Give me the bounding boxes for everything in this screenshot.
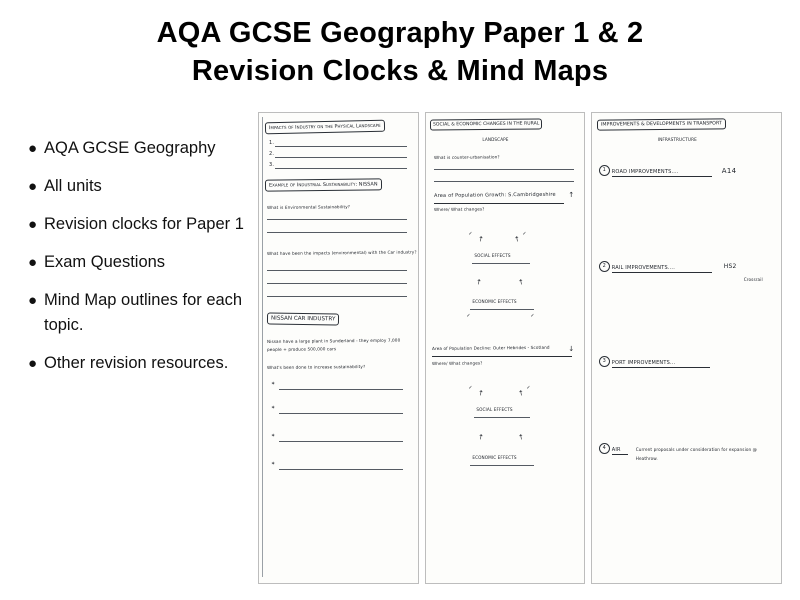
page1-rule-3: [275, 168, 407, 169]
page-title: [0, 14, 800, 90]
page2-tick-5: ✓: [468, 385, 473, 391]
page1-num-3: 3.: [269, 162, 275, 168]
list-item: [28, 250, 258, 275]
notes-page-3: [591, 112, 782, 584]
page2-tick-2: ✓: [522, 231, 527, 237]
bullet-dot-icon: ●: [28, 355, 38, 372]
page3-heading-line-1: IMPROVEMENTS & DEVELOPMENTS IN TRANSPORT: [597, 118, 726, 130]
page3-item-4-number: 4: [599, 443, 610, 454]
page3-rule-1: [612, 176, 712, 177]
page1-question-1: What is Environmental Sustainability?: [266, 204, 351, 210]
list-item-label: Exam Questions: [44, 253, 166, 271]
page2-label-social-1: SOCIAL EFFECTS: [474, 253, 511, 258]
page3-item-2-annotation-2: Crossrail: [743, 277, 763, 282]
page3-rule-3: [612, 367, 710, 368]
page3-item-1-annotation: A14: [721, 167, 737, 175]
page3-rule-2: [612, 272, 712, 273]
page1-star-1: ✶: [271, 381, 276, 387]
page2-rule-2: [434, 181, 574, 182]
page2-question-2: Where/ What changes?: [434, 206, 485, 212]
page2-rule-1: [434, 169, 574, 170]
list-item-label: AQA GCSE Geography: [44, 139, 216, 157]
list-item: [28, 136, 258, 161]
page2-rule-8: [470, 465, 534, 466]
page3-item-4-label: AIR: [611, 447, 621, 453]
page3-heading-line-2: INFRASTRUCTURE: [657, 137, 697, 142]
page1-num-1: 1.: [269, 140, 275, 146]
page2-arrow-4-icon: ↖: [516, 277, 527, 287]
page3-item-2-label: RAIL IMPROVEMENTS....: [611, 265, 675, 271]
page1-rule-9: [279, 389, 403, 390]
page3-item-2-annotation: HS2: [723, 263, 737, 270]
page2-rule-6: [432, 356, 572, 357]
page2-arrow-5-icon: ↗: [476, 388, 487, 398]
page3-item-2-number: 2: [599, 261, 610, 272]
page1-rule-11: [279, 441, 403, 442]
page1-section2-heading: Example of Industrial Sustainability: NISSAN: [265, 178, 382, 191]
page1-star-2: ✶: [271, 405, 276, 411]
page2-arrow-6-icon: ↖: [516, 388, 527, 398]
bullet-list: [28, 136, 258, 389]
list-item-label: All units: [44, 177, 102, 195]
bullet-dot-icon: ●: [28, 292, 38, 309]
page1-heading: Impacts of Industry on the Physical Landscape: [265, 120, 385, 135]
page2-heading-line-1: SOCIAL & ECONOMIC CHANGES IN THE RURAL: [433, 121, 540, 128]
page2-arrow-down-icon: ↓: [568, 345, 575, 353]
page1-question-2: What have been the impacts (environmental) with the Car industry?: [266, 249, 417, 256]
page1-rule-1: [275, 146, 407, 147]
page2-tick-3: ✓: [466, 313, 471, 319]
list-item: [28, 212, 258, 237]
page2-rule-7: [474, 417, 530, 418]
page1-star-4: ✶: [271, 461, 276, 467]
bullet-dot-icon: ●: [28, 140, 38, 157]
page2-rule-5: [470, 309, 534, 310]
page3-item-3-number: 3: [599, 356, 610, 367]
page3-item-1-number: 1: [599, 165, 610, 176]
page2-heading-line-2: LANDSCAPE: [482, 137, 509, 142]
page2-arrow-up-icon: ↑: [568, 191, 575, 199]
page1-star-3: ✶: [271, 433, 276, 439]
page3-item-4-annotation: Current proposals under consideration for expansion @ Heathrow.: [635, 447, 757, 461]
notes-page-1: [258, 112, 419, 584]
title-line-2: Revision Clocks & Mind Maps: [191, 55, 609, 87]
page2-tick-1: ✓: [468, 231, 473, 237]
page1-rule-6: [267, 270, 407, 271]
page1-num-2: 2.: [269, 151, 275, 157]
page2-heading: [430, 118, 542, 130]
page2-label-social-2: SOCIAL EFFECTS: [476, 407, 513, 412]
notes-page-2: [425, 112, 584, 584]
list-item: [28, 351, 258, 376]
page1-rule-7: [267, 283, 407, 284]
page2-question-1: What is counter-urbanisation?: [434, 154, 501, 160]
page2-arrow-7-icon: ↗: [476, 432, 487, 442]
page1-section3-heading: NISSAN CAR INDUSTRY: [267, 312, 340, 325]
page3-rule-4: [612, 454, 628, 455]
page2-arrow-1-icon: ↗: [476, 234, 487, 244]
page2-rule-4: [472, 263, 530, 264]
page2-question-3: Where/ What changes?: [432, 360, 483, 366]
page2-arrow-3-icon: ↗: [474, 277, 485, 287]
page2-arrow-8-icon: ↖: [516, 432, 527, 442]
page2-section-3: Area of Population Decline: Outer Hebrides - Scotland: [432, 344, 551, 351]
list-item-label: Other revision resources.: [44, 354, 229, 372]
page2-rule-3: [434, 203, 564, 204]
page1-rule-2: [275, 157, 407, 158]
list-item: [28, 288, 258, 338]
page3-item-3-label: PORT IMPROVEMENTS...: [611, 360, 676, 366]
page1-rule-12: [279, 469, 403, 470]
notes-preview-group: [258, 112, 782, 584]
page2-tick-6: ✓: [526, 385, 531, 391]
bullet-dot-icon: ●: [28, 178, 38, 195]
page1-rule-4: [267, 219, 407, 220]
page1-rule-8: [267, 296, 407, 297]
bullet-dot-icon: ●: [28, 216, 38, 233]
page1-rule-10: [279, 413, 403, 414]
page2-arrow-2-icon: ↖: [512, 234, 523, 244]
page1-rule-5: [267, 232, 407, 233]
list-item: [28, 174, 258, 199]
page2-section-2: Area of Population Growth: S.Cambridgeshire: [434, 191, 557, 199]
list-item-label: Revision clocks for Paper 1: [44, 215, 244, 233]
page1-margin-line: [262, 117, 263, 577]
title-line-1: AQA GCSE Geography Paper 1 & 2: [156, 17, 644, 49]
page1-fact-1: Nissan have a large plant in Sunderland - they employ 7,000 people + produce 500,000 cars: [266, 337, 401, 352]
page3-item-1-label: ROAD IMPROVEMENTS....: [611, 169, 679, 175]
page2-tick-4: ✓: [530, 313, 535, 319]
page2-label-econ-2: ECONOMIC EFFECTS: [472, 455, 517, 460]
page1-question-3: What's been done to increase sustainability?: [266, 363, 366, 370]
page2-label-econ-1: ECONOMIC EFFECTS: [472, 299, 517, 304]
bullet-dot-icon: ●: [28, 254, 38, 271]
list-item-label: Mind Map outlines for each topic.: [44, 291, 243, 334]
